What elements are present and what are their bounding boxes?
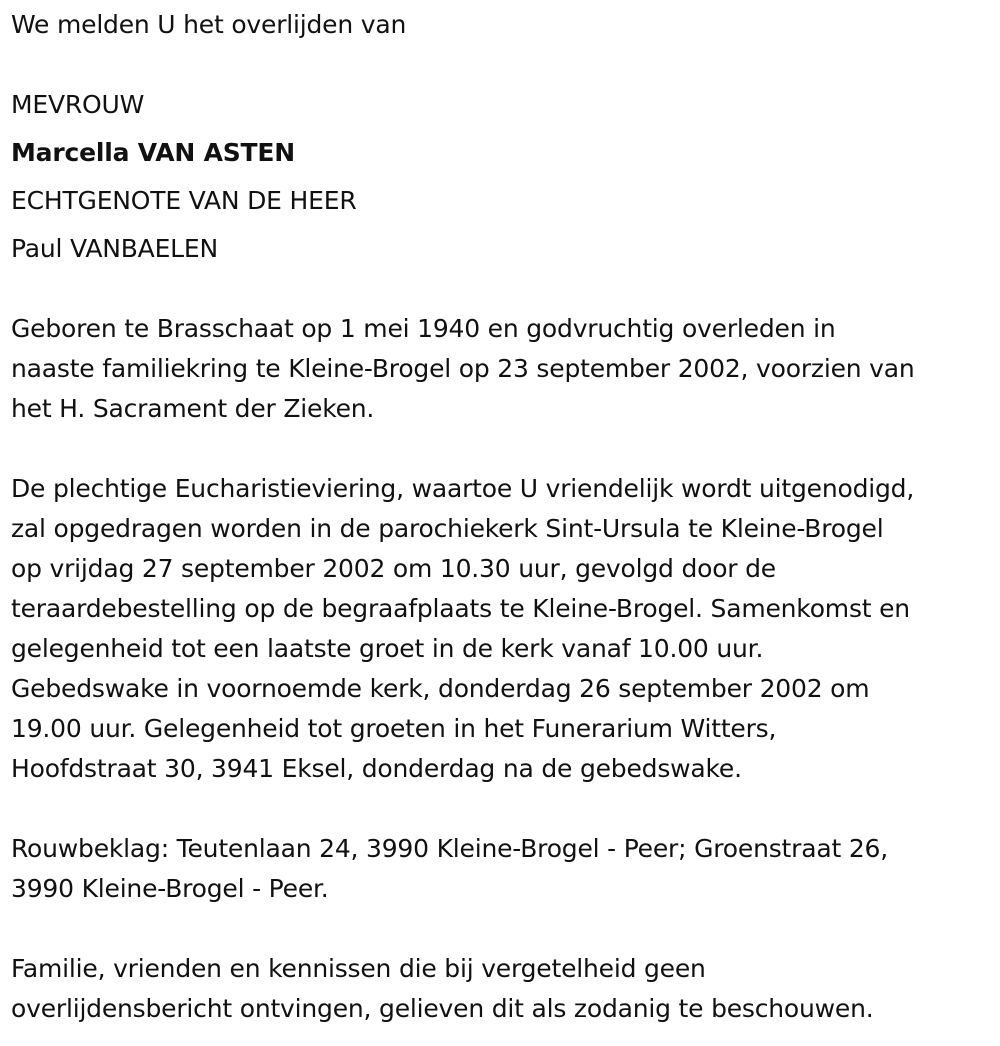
- paragraph-line: zal opgedragen worden in de parochiekerk Sint-Ursula te Kleine-Brogel: [11, 514, 884, 543]
- paragraph-line: naaste familiekring te Kleine-Brogel op 23 september 2002, voorzien van: [11, 354, 915, 383]
- paragraph-line: De plechtige Eucharistieviering, waartoe U vriendelijk wordt uitgenodigd,: [11, 474, 915, 503]
- intro-line: We melden U het overlijden van: [11, 10, 407, 39]
- service-paragraph: [11, 469, 914, 789]
- spouse-title-line: ECHTGENOTE VAN DE HEER: [11, 186, 357, 215]
- salutation: [11, 85, 144, 125]
- paragraph-line: op vrijdag 27 september 2002 om 10.30 uur, gevolgd door de: [11, 554, 776, 583]
- paragraph-line: 19.00 uur. Gelegenheid tot groeten in het Funerarium Witters,: [11, 714, 777, 743]
- paragraph-line: Geboren te Brasschaat op 1 mei 1940 en godvruchtig overleden in: [11, 314, 836, 343]
- paragraph-line: overlijdensbericht ontvingen, gelieven dit als zodanig te beschouwen.: [11, 994, 874, 1023]
- spouse-title: [11, 181, 357, 221]
- paragraph-line: Familie, vrienden en kennissen die bij vergetelheid geen: [11, 954, 706, 983]
- paragraph-line: Hoofdstraat 30, 3941 Eksel, donderdag na de gebedswake.: [11, 754, 742, 783]
- spouse-name-line: Paul VANBAELEN: [11, 234, 218, 263]
- paragraph-line: Rouwbeklag: Teutenlaan 24, 3990 Kleine-Brogel - Peer; Groenstraat 26,: [11, 834, 888, 863]
- salutation-line: MEVROUW: [11, 90, 145, 119]
- spouse-name: [11, 229, 218, 269]
- paragraph-line: gelegenheid tot een laatste groet in de kerk vanaf 10.00 uur.: [11, 634, 764, 663]
- intro-text: [11, 5, 406, 45]
- paragraph-line: teraardebestelling op de begraafplaats te Kleine-Brogel. Samenkomst en: [11, 594, 910, 623]
- birth-death-paragraph: [11, 309, 915, 429]
- condolence-paragraph: [11, 829, 888, 909]
- deceased-name-line: Marcella VAN ASTEN: [11, 138, 295, 167]
- deceased-name: [11, 133, 295, 173]
- paragraph-line: 3990 Kleine-Brogel - Peer.: [11, 874, 329, 903]
- paragraph-line: het H. Sacrament der Zieken.: [11, 394, 375, 423]
- family-note-paragraph: [11, 949, 874, 1029]
- paragraph-line: Gebedswake in voornoemde kerk, donderdag 26 september 2002 om: [11, 674, 870, 703]
